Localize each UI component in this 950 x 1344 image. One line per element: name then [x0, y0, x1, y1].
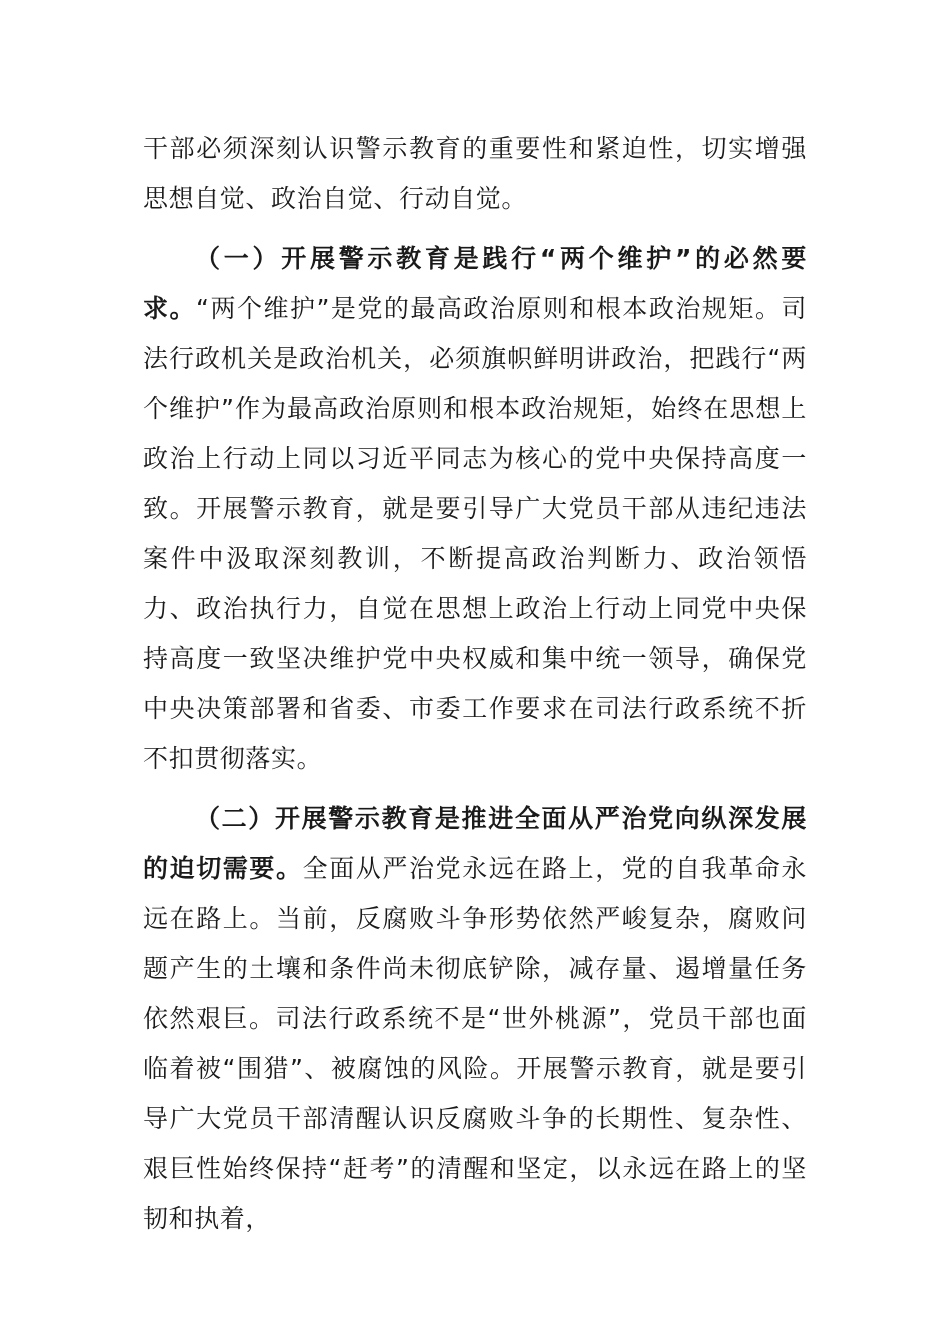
document-page	[143, 124, 807, 1244]
paragraph-section-one	[143, 234, 807, 784]
paragraph-text: 干部必须深刻认识警示教育的重要性和紧迫性，切实增强思想自觉、政治自觉、行动自觉。	[143, 134, 807, 213]
section-one-body: “两个维护”是党的最高政治原则和根本政治规矩。司法行政机关是政治机关，必须旗帜鲜明讲政治，把践行“两个维护”作为最高政治原则和根本政治规矩，始终在思想上政治上行动上同以习近平同志为核心的党中央保持高度一致。开展警示教育，就是要引导广大党员干部从违纪违法案件中汲取深刻教训，不断提高政治判断力、政治领悟力、政治执行力，自觉在思想上政治上行动上同党中央保持高度一致坚决维护党中央权威和集中统一领导，确保党中央决策部署和省委、市委工作要求在司法行政系统不折不扣贯彻落实。	[143, 294, 807, 773]
section-two-heading: （二）开展警示教育是推进全面从严治党向纵深发展的迫切需要。	[143, 804, 807, 883]
paragraph-continuation	[143, 124, 807, 224]
section-two-body: 全面从严治党永远在路上，党的自我革命永远在路上。当前，反腐败斗争形势依然严峻复杂，腐败问题产生的土壤和条件尚未彻底铲除，减存量、遏增量任务依然艰巨。司法行政系统不是“世外桃源”，党员干部也面临着被“围猎”、被腐蚀的风险。开展警示教育，就是要引导广大党员干部清醒认识反腐败斗争的长期性、复杂性、艰巨性始终保持“赶考”的清醒和坚定，以永远在路上的坚韧和执着，	[143, 854, 807, 1233]
section-one-heading: （一）开展警示教育是践行“两个维护”的必然要求。	[143, 244, 807, 323]
paragraph-section-two	[143, 794, 807, 1244]
